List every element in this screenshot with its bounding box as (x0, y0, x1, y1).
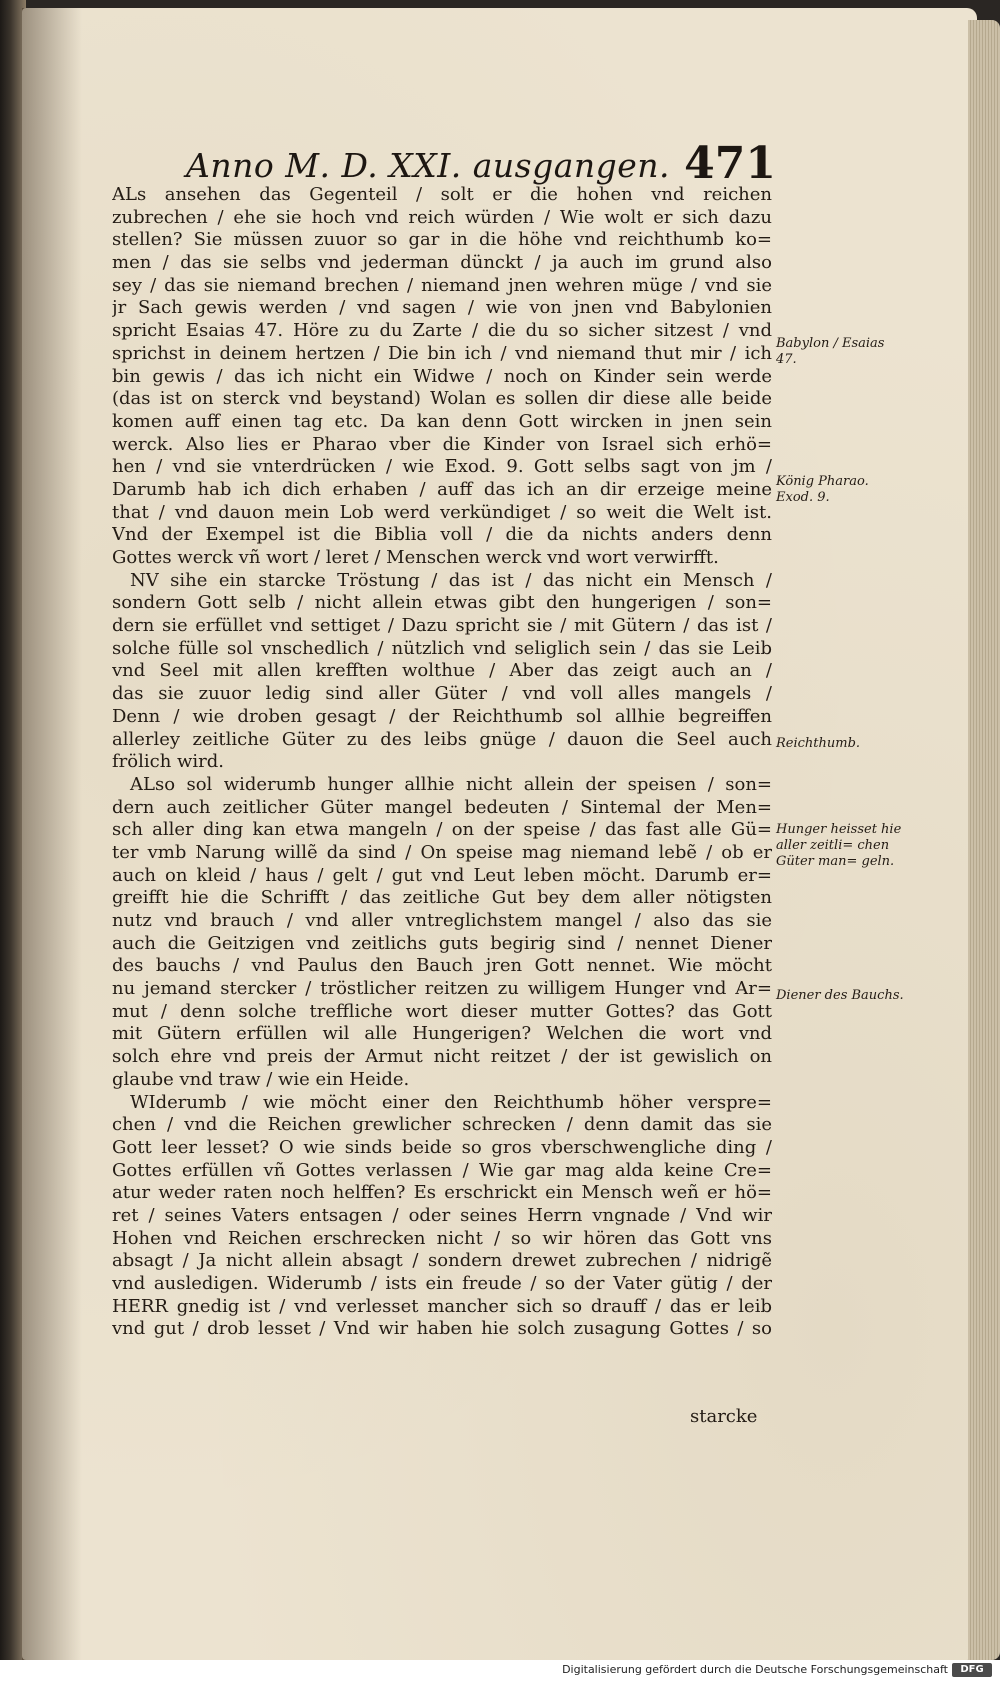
text-line-content: Vnd der Exempel ist die Biblia voll / die da nichts anders denn (112, 524, 772, 546)
text-line-content: frölich wird. (112, 751, 225, 773)
footer-credit: Digitalisierung gefördert durch die Deutsche Forschungsgemeinschaft (562, 1663, 948, 1676)
text-line (112, 865, 772, 888)
text-line (112, 887, 772, 910)
text-line-content: NV sihe ein starcke Tröstung / das ist / das nicht ein Mensch / (130, 569, 772, 591)
text-line-content: Hohen vnd Reichen erschrecken nicht / so wir hören das Gott vns (112, 1227, 772, 1249)
text-line (112, 1046, 772, 1069)
text-line-content: bin gewis / das ich nicht ein Widwe / noch on Kinder sein werde (112, 365, 772, 387)
marginal-note-hunger: Hunger heisset hie aller zeitli= chen Güter man= geln. (776, 822, 902, 869)
text-line (112, 910, 772, 933)
text-line (112, 1069, 772, 1092)
text-line-content: sch aller ding kan etwa mangeln / on der speise / das fast alle Gü= (112, 819, 772, 841)
text-line (112, 320, 772, 343)
text-line-content: des bauchs / vnd Paulus den Bauch jren Gott nennet. Wie möcht (112, 955, 772, 977)
text-line (112, 819, 772, 842)
text-line (112, 524, 772, 547)
marginal-note-pharao: König Pharao. Exod. 9. (776, 474, 869, 505)
text-line-content: WIderumb / wie möcht einer den Reichthumb höher verspre= (130, 1091, 772, 1113)
text-line-content: mit Gütern erfüllen wil alle Hungerigen? Welchen die wort vnd (112, 1023, 772, 1045)
text-line (112, 229, 772, 252)
text-line (112, 706, 772, 729)
text-line (112, 660, 772, 683)
marginal-note-reichthumb: Reichthumb. (776, 736, 861, 751)
text-line-content: that / vnd dauon mein Lob werd verkündiget / so weit die Welt ist. (112, 501, 772, 523)
text-line-content: greifft hie die Schrifft / das zeitliche Gut bey dem aller nötigsten (112, 887, 772, 909)
text-line-content: chen / vnd die Reichen grewlicher schrecken / denn damit das sie (112, 1114, 772, 1136)
text-line (112, 955, 772, 978)
text-line (112, 388, 772, 411)
text-line (112, 366, 772, 389)
text-line-content: ALs ansehen das Gegenteil / solt er die hohen vnd reichen (112, 184, 772, 205)
text-line (112, 456, 772, 479)
text-line-content: auch die Geitzigen vnd zeitlichs guts begirig sind / nennet Diener (112, 932, 772, 954)
text-line (112, 1205, 772, 1228)
text-line (112, 343, 772, 366)
text-line-content: sondern Gott selb / nicht allein etwas gibt den hungerigen / son= (112, 592, 772, 614)
text-line (112, 1092, 772, 1115)
text-line-content: hen / vnd sie vnterdrücken / wie Exod. 9. Gott selbs sagt von jm / (112, 456, 772, 478)
text-line-content: glaube vnd traw / wie ein Heide. (112, 1068, 410, 1090)
text-line-content: spricht Esaias 47. Höre zu du Zarte / die du so sicher sitzest / vnd (112, 320, 772, 342)
text-line (112, 252, 772, 275)
text-line-content: das sie zuuor ledig sind aller Güter / vnd voll alles mangels / (112, 683, 772, 705)
text-line-content: zubrechen / ehe sie hoch vnd reich würden / Wie wolt er sich dazu (112, 206, 772, 228)
text-line-content: stellen? Sie müssen zuuor so gar in die höhe vnd reichthumb ko= (112, 229, 772, 251)
text-line (112, 411, 772, 434)
text-line-content: Gottes werck vñ wort / leret / Menschen werck vnd wort verwirfft. (112, 547, 719, 568)
text-line-content: absagt / Ja nicht allein absagt / sondern drewet zubrechen / nidrigẽ (112, 1250, 772, 1272)
text-line (112, 978, 772, 1001)
text-line (112, 1001, 772, 1024)
text-line-content: Denn / wie droben gesagt / der Reichthumb sol allhie begreiffen (112, 705, 772, 727)
text-line-content: vnd gut / drob lesset / Vnd wir haben hie solch zusagung Gottes / so (112, 1318, 772, 1340)
text-line (112, 1182, 772, 1205)
text-line (112, 275, 772, 298)
text-line (112, 1023, 772, 1046)
text-line-content: nu jemand stercker / tröstlicher reitzen zu willigem Hunger vnd Ar= (112, 978, 772, 1000)
text-line-content: dern auch zeitlicher Güter mangel bedeuten / Sintemal der Men= (112, 796, 772, 818)
text-line (112, 797, 772, 820)
text-line (112, 184, 772, 207)
text-line (112, 570, 772, 593)
text-line-content: Darumb hab ich dich erhaben / auff das ich an dir erzeige meine (112, 478, 772, 500)
page-header (186, 138, 776, 188)
text-line-content: werck. Also lies er Pharao vber die Kinder von Israel sich erhö= (112, 433, 772, 455)
text-line (112, 1160, 772, 1183)
text-line (112, 434, 772, 457)
text-line-content: HERR gnedig ist / vnd verlesset mancher sich so drauff / das er leib (112, 1295, 772, 1317)
text-line-content: auch on kleid / haus / gelt / gut vnd Leut leben möcht. Darumb er= (112, 864, 772, 886)
text-line-content: vnd Seel mit allen krefften wolthue / Aber das zeigt auch an / (112, 660, 772, 682)
text-line-content: jr Sach gewis werden / vnd sagen / wie von jnen vnd Babylonien (112, 297, 772, 319)
text-line-content: vnd ausledigen. Widerumb / ists ein freude / so der Vater gütig / der (112, 1273, 772, 1294)
text-line (112, 1296, 772, 1319)
text-line-content: sey / das sie niemand brechen / niemand jnen wehren müge / vnd sie (112, 274, 772, 296)
text-line (112, 683, 772, 706)
text-line (112, 774, 772, 797)
body-text (112, 184, 772, 1341)
marginal-note-babylon: Babylon / Esaias 47. (776, 336, 885, 367)
text-line-content: ret / seines Vaters entsagen / oder seines Herrn vngnade / Vnd wir (112, 1204, 772, 1226)
text-line (112, 615, 772, 638)
text-line (112, 1137, 772, 1160)
text-line (112, 479, 772, 502)
gutter-shadow (22, 8, 82, 1660)
text-line (112, 751, 772, 774)
text-line (112, 207, 772, 230)
text-line-content: atur weder raten noch helffen? Es erschrickt ein Mensch weñ er hö= (112, 1182, 772, 1204)
text-line-content: Gottes erfüllen vñ Gottes verlassen / Wie gar mag alda keine Cre= (112, 1159, 772, 1181)
text-line (112, 547, 772, 570)
text-line-content: Gott leer lesset? O wie sinds beide so gros vberschwengliche ding / (112, 1136, 772, 1158)
text-line (112, 842, 772, 865)
text-line (112, 1318, 772, 1341)
dfg-logo: DFG (952, 1663, 992, 1677)
text-line (112, 933, 772, 956)
page-stack-edges (968, 20, 1000, 1660)
text-line-content: sprichst in deinem hertzen / Die bin ich / vnd niemand thut mir / ich (112, 342, 772, 364)
running-title: Anno M. D. XXI. ausgangen. (186, 146, 671, 185)
text-line (112, 1228, 772, 1251)
text-line (112, 729, 772, 752)
text-line (112, 638, 772, 661)
marginal-note-diener: Diener des Bauchs. (776, 988, 904, 1003)
text-line-content: dern sie erfüllet vnd settiget / Dazu spricht sie / mit Gütern / das ist / (112, 615, 772, 637)
text-line-content: mut / denn solche treffliche wort dieser mutter Gottes? das Gott (112, 1000, 772, 1022)
text-line (112, 1273, 772, 1296)
text-line-content: (das ist on sterck vnd beystand) Wolan es sollen dir diese alle beide (112, 388, 772, 410)
text-line-content: komen auff einen tag etc. Da kan denn Gott wircken in jnen sein (112, 410, 772, 432)
text-line-content: allerley zeitliche Güter zu des leibs gnüge / dauon die Seel auch (112, 728, 772, 750)
page-number: 471 (684, 138, 776, 189)
text-line-content: ALso sol widerumb hunger allhie nicht allein der speisen / son= (130, 773, 772, 795)
catchword: starcke (690, 1406, 758, 1427)
text-line-content: solch ehre vnd preis der Armut nicht reitzet / der ist gewislich on (112, 1046, 772, 1068)
text-line (112, 1250, 772, 1273)
text-line (112, 1114, 772, 1137)
text-line-content: ter vmb Narung willẽ da sind / On speise mag niemand lebẽ / ob er (112, 841, 772, 863)
text-line-content: nutz vnd brauch / vnd aller vntreglichstem mangel / also das sie (112, 910, 772, 931)
text-line (112, 592, 772, 615)
text-line (112, 297, 772, 320)
text-line-content: men / das sie selbs vnd jederman dünckt / ja auch im grund also (112, 252, 772, 274)
text-line (112, 502, 772, 525)
text-line-content: solche fülle sol vnschedlich / nützlich vnd seliglich sein / das sie Leib (112, 637, 772, 659)
